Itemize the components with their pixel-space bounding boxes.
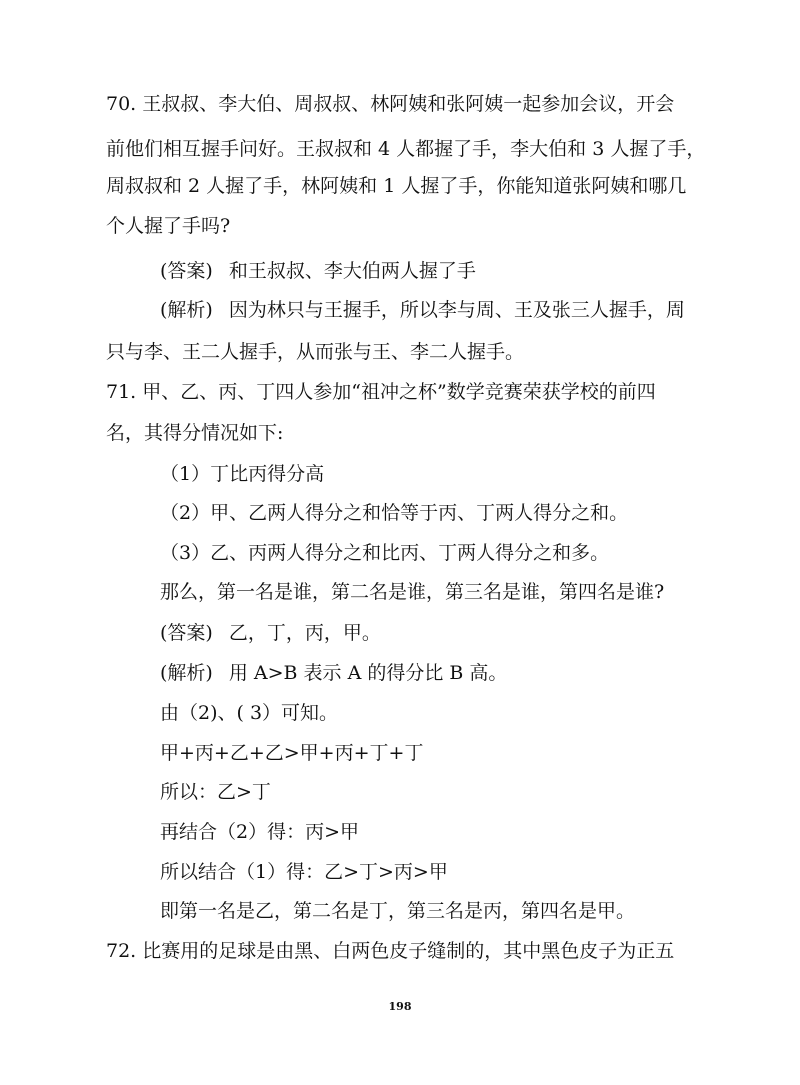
q71-text-1: 甲、乙、丙、丁四人参加“祖冲之杯”数学竞赛荣获学校的前四 [142, 381, 656, 403]
q71-analysis-6: 所以结合（1）得：乙>丁>丙>甲 [160, 861, 448, 883]
q70-line-4: 个人握了手吗? [106, 215, 231, 237]
q71-condition-2: （2）甲、乙两人得分之和恰等于丙、丁两人得分之和。 [160, 502, 629, 524]
q71-analysis-5: 再结合（2）得：丙>甲 [160, 821, 360, 843]
q70-number: 70. [106, 93, 137, 115]
q71-analysis-2: 由（2)、( 3）可知。 [160, 702, 339, 724]
q71-number: 71. [106, 381, 137, 403]
q71-analysis-7: 即第一名是乙，第二名是丁，第三名是丙，第四名是甲。 [160, 900, 636, 922]
q72-number: 72. [106, 940, 137, 962]
q71-question: 那么，第一名是谁，第二名是谁，第三名是谁，第四名是谁? [160, 581, 665, 603]
q72-text-1: 比赛用的足球是由黑、白两色皮子缝制的，其中黑色皮子为正五 [142, 940, 675, 962]
q71-analysis-text-1: 用 A>B 表示 A 的得分比 B 高。 [228, 662, 508, 684]
q71-answer-label: (答案) [160, 622, 213, 644]
q70-analysis-2: 只与李、王二人握手，从而张与王、李二人握手。 [106, 341, 525, 363]
q70-analysis-1 [160, 298, 685, 322]
q71-analysis-1 [160, 661, 507, 685]
q70-line-2: 前他们相互握手问好。王叔叔和 4 人都握了手，李大伯和 3 人握了手， [106, 138, 706, 160]
q70-answer-text: 和王叔叔、李大伯两人握了手 [228, 260, 476, 282]
q71-line-1 [106, 380, 656, 404]
q71-condition-1: （1）丁比丙得分高 [160, 463, 325, 485]
q71-answer-text: 乙，丁，丙，甲。 [228, 622, 381, 644]
q70-answer-label: (答案) [160, 260, 213, 282]
q70-line-1 [106, 92, 674, 116]
q71-analysis-label: (解析) [160, 662, 213, 684]
q70-text-1: 王叔叔、李大伯、周叔叔、林阿姨和张阿姨一起参加会议，开会 [142, 93, 675, 115]
q70-line-3: 周叔叔和 2 人握了手，林阿姨和 1 人握了手，你能知道张阿姨和哪几 [106, 175, 687, 197]
q70-analysis-text-1: 因为林只与王握手，所以李与周、王及张三人握手，周 [228, 299, 685, 321]
q71-analysis-3: 甲+丙+乙+乙>甲+丙+丁+丁 [160, 742, 424, 764]
q72-line-1 [106, 939, 674, 963]
page-number: 198 [388, 1000, 412, 1013]
q71-condition-3: （3）乙、丙两人得分之和比丙、丁两人得分之和多。 [160, 542, 610, 564]
q71-analysis-4: 所以：乙>丁 [160, 781, 271, 803]
q71-answer [160, 621, 381, 645]
q70-answer [160, 259, 476, 283]
q71-line-2: 名，其得分情况如下: [106, 422, 284, 444]
q70-analysis-label: (解析) [160, 299, 213, 321]
